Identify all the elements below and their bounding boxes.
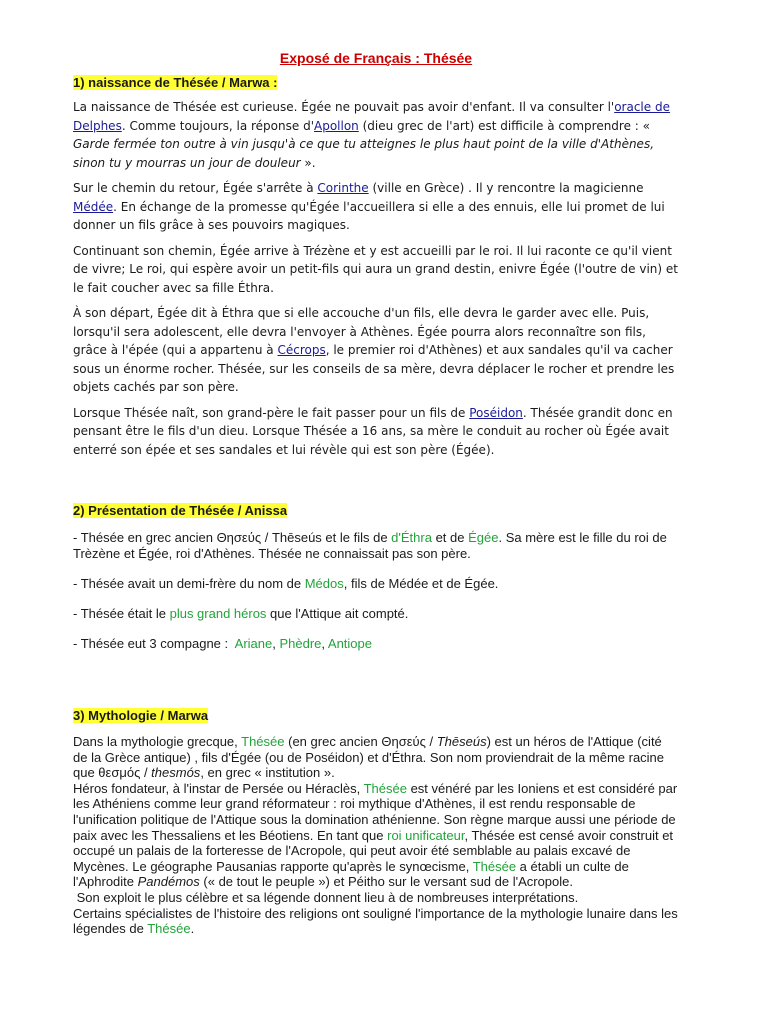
text: et de [431,530,469,545]
paragraph [73,781,679,890]
text: - Thésée eut 3 compagne : [73,636,235,651]
green-term: roi unificateur [387,827,465,843]
highlighted-heading-text: 1) naissance de Thésée / Marwa : [73,75,278,90]
italic-quote: Garde fermée ton outre à vin jusqu'à ce que tu atteignes le plus haut point de la ville d'Athènes, sinon tu y mourras un jour de douleur [73,137,655,170]
text: est vénéré par les Ioniens et est considéré par les Athéniens comme leur grand réformateur : roi mythique d'Athènes, il est rendu responsable de l'unification politique de l'Attique sous la domination athénienne. Son règne marque aussi une période de paix avec les Thessaliens et les Béotiens. En tant que [73,780,678,843]
paragraph [73,304,679,397]
green-term: plus grand héros [169,606,267,621]
link-corinthe[interactable]: Corinthe [317,181,369,195]
paragraph [73,179,679,235]
green-term: Thésée [472,858,517,874]
green-term: Thésée [241,734,285,749]
highlighted-heading-text: 3) Mythologie / Marwa [73,708,209,723]
section2-body [73,530,679,652]
italic-term: Pandémos [137,874,200,890]
highlighted-heading-text: 2) Présentation de Thésée / Anissa [73,503,288,518]
bullet-item [73,530,679,562]
green-term: Thésée [363,780,407,796]
bullet-item [73,636,679,652]
link-oracle-de-delphes[interactable]: oracle de Delphes [73,100,670,133]
text: ». [300,155,316,170]
paragraph [73,404,679,460]
paragraph [73,98,679,172]
text: , Thésée est censé avoir construit et occupé un palais de la forteresse de l'Acropole, qui peut avoir été semblable au palais excavé de Mycènes. Le géographe Pausanias rapporte qu'après le synœcisme, [73,827,674,874]
text: . [190,921,195,937]
paragraph: Son exploit le plus célèbre et sa légende donnent lieu à de nombreuses interprétations. [73,889,579,905]
text: Sur le chemin du retour, Égée s'arrête à [73,181,318,195]
text: a établi un culte de l'Aphrodite [73,858,629,890]
green-term: Médos [304,576,344,591]
paragraph: Continuant son chemin, Égée arrive à Trézène et y est accueilli par le roi. Il lui raconte ce qu'il vient de vivre; Le roi, qui espère avoir un petit-fils qui aura un grand destin, enivre Égée (l'outre de vin) et le fait coucher avec sa fille Éthra. [73,243,678,295]
italic-term: thesmós [151,765,201,781]
text: . Sa mère est le fille du roi de Trèzène et Égée, roi d'Athènes. Thésée ne connaissait pas son père. [73,530,667,561]
section1-body [73,98,679,459]
bullet-item [73,576,679,592]
text: que l'Attique ait compté. [266,606,409,621]
text: (dieu grec de l'art) est difficile à comprendre : « [358,118,650,133]
text: . Thésée grandit donc en pensant être le fils d'un dieu. Lorsque Thésée a 16 ans, sa mère le conduit au rocher où Égée avait enterré son épée et ses sandales et lui révèle qui est son père (Égée). [73,405,673,457]
text: . Comme toujours, la réponse d' [121,118,314,133]
text: Dans la mythologie grecque, [73,734,242,749]
text: , fils de Médée et de Égée. [343,576,499,591]
text: Lorsque Thésée naît, son grand-père le fait passer pour un fils de [73,405,470,420]
separator: , [321,636,328,651]
text: La naissance de Thésée est curieuse. Égée ne pouvait pas avoir d'enfant. Il va consulter l' [73,100,615,114]
text: - Thésée avait un demi-frère du nom de [73,576,305,591]
text: (en grec ancien Θησεύς / [284,734,437,749]
text: , en grec « institution ». [200,765,335,781]
text: Héros fondateur, à l'instar de Persée ou Héraclès, [73,780,364,796]
green-term: Égée [468,530,499,545]
green-term: Phèdre [279,636,322,651]
bullet-item [73,606,679,622]
section1-heading [73,75,679,90]
italic-term: Thēseús [436,734,487,749]
text: (ville en Grèce) . Il y rencontre la magicienne [368,181,644,195]
text: Certains spécialistes de l'histoire des religions ont souligné l'importance de la mythologie lunaire dans les légendes de [73,905,678,937]
section2-heading [73,503,679,518]
separator: , [272,636,280,651]
text: - Thésée en grec ancien Θησεύς / Thēseús et le fils de [73,530,392,545]
text: , le premier roi d'Athènes) et aux sandales qu'il va cacher sous un énorme rocher. Thésée, sur les conseils de sa mère, devra déplacer le rocher et prendre les objets cachés par son père. [73,343,675,394]
text: - Thésée était le [73,606,170,621]
text: ) est un héros de l'Attique (cité de la Grèce antique) , fils d'Égée (ou de Poséidon) et d'Éthra. Son nom proviendrait de la même racine que θεσμός / [73,734,665,781]
text: . En échange de la promesse qu'Égée l'accueillera si elle a des ennuis, elle lui promet de lui donner un fils grâce à ses pouvoirs magiques. [73,199,665,232]
link-medee[interactable]: Médée [73,199,114,214]
document-page [73,50,679,937]
link-apollon[interactable]: Apollon [314,118,359,133]
section3-body [73,734,679,937]
green-term: d'Éthra [391,530,432,545]
document-title: Exposé de Français : Thésée [279,50,473,66]
paragraph [73,734,679,781]
green-term: Ariane [234,636,273,651]
text: À son départ, Égée dit à Éthra que si elle accouche d'un fils, elle devra le garder avec elle. Puis, lorsqu'il sera adolescent, elle devra l'envoyer à Athènes. Égée pourra alors reconnaître son fils, grâce à l'épée (qui a appartenu à [73,306,650,357]
link-poseidon[interactable]: Poséidon [469,405,523,420]
green-term: Antiope [327,636,372,651]
section3-heading [73,708,679,723]
green-term: Thésée [147,921,191,937]
link-cecrops[interactable]: Cécrops [277,343,326,357]
text: (« de tout le peuple ») et Péitho sur le versant sud de l'Acropole. [199,874,574,890]
paragraph [73,906,679,937]
